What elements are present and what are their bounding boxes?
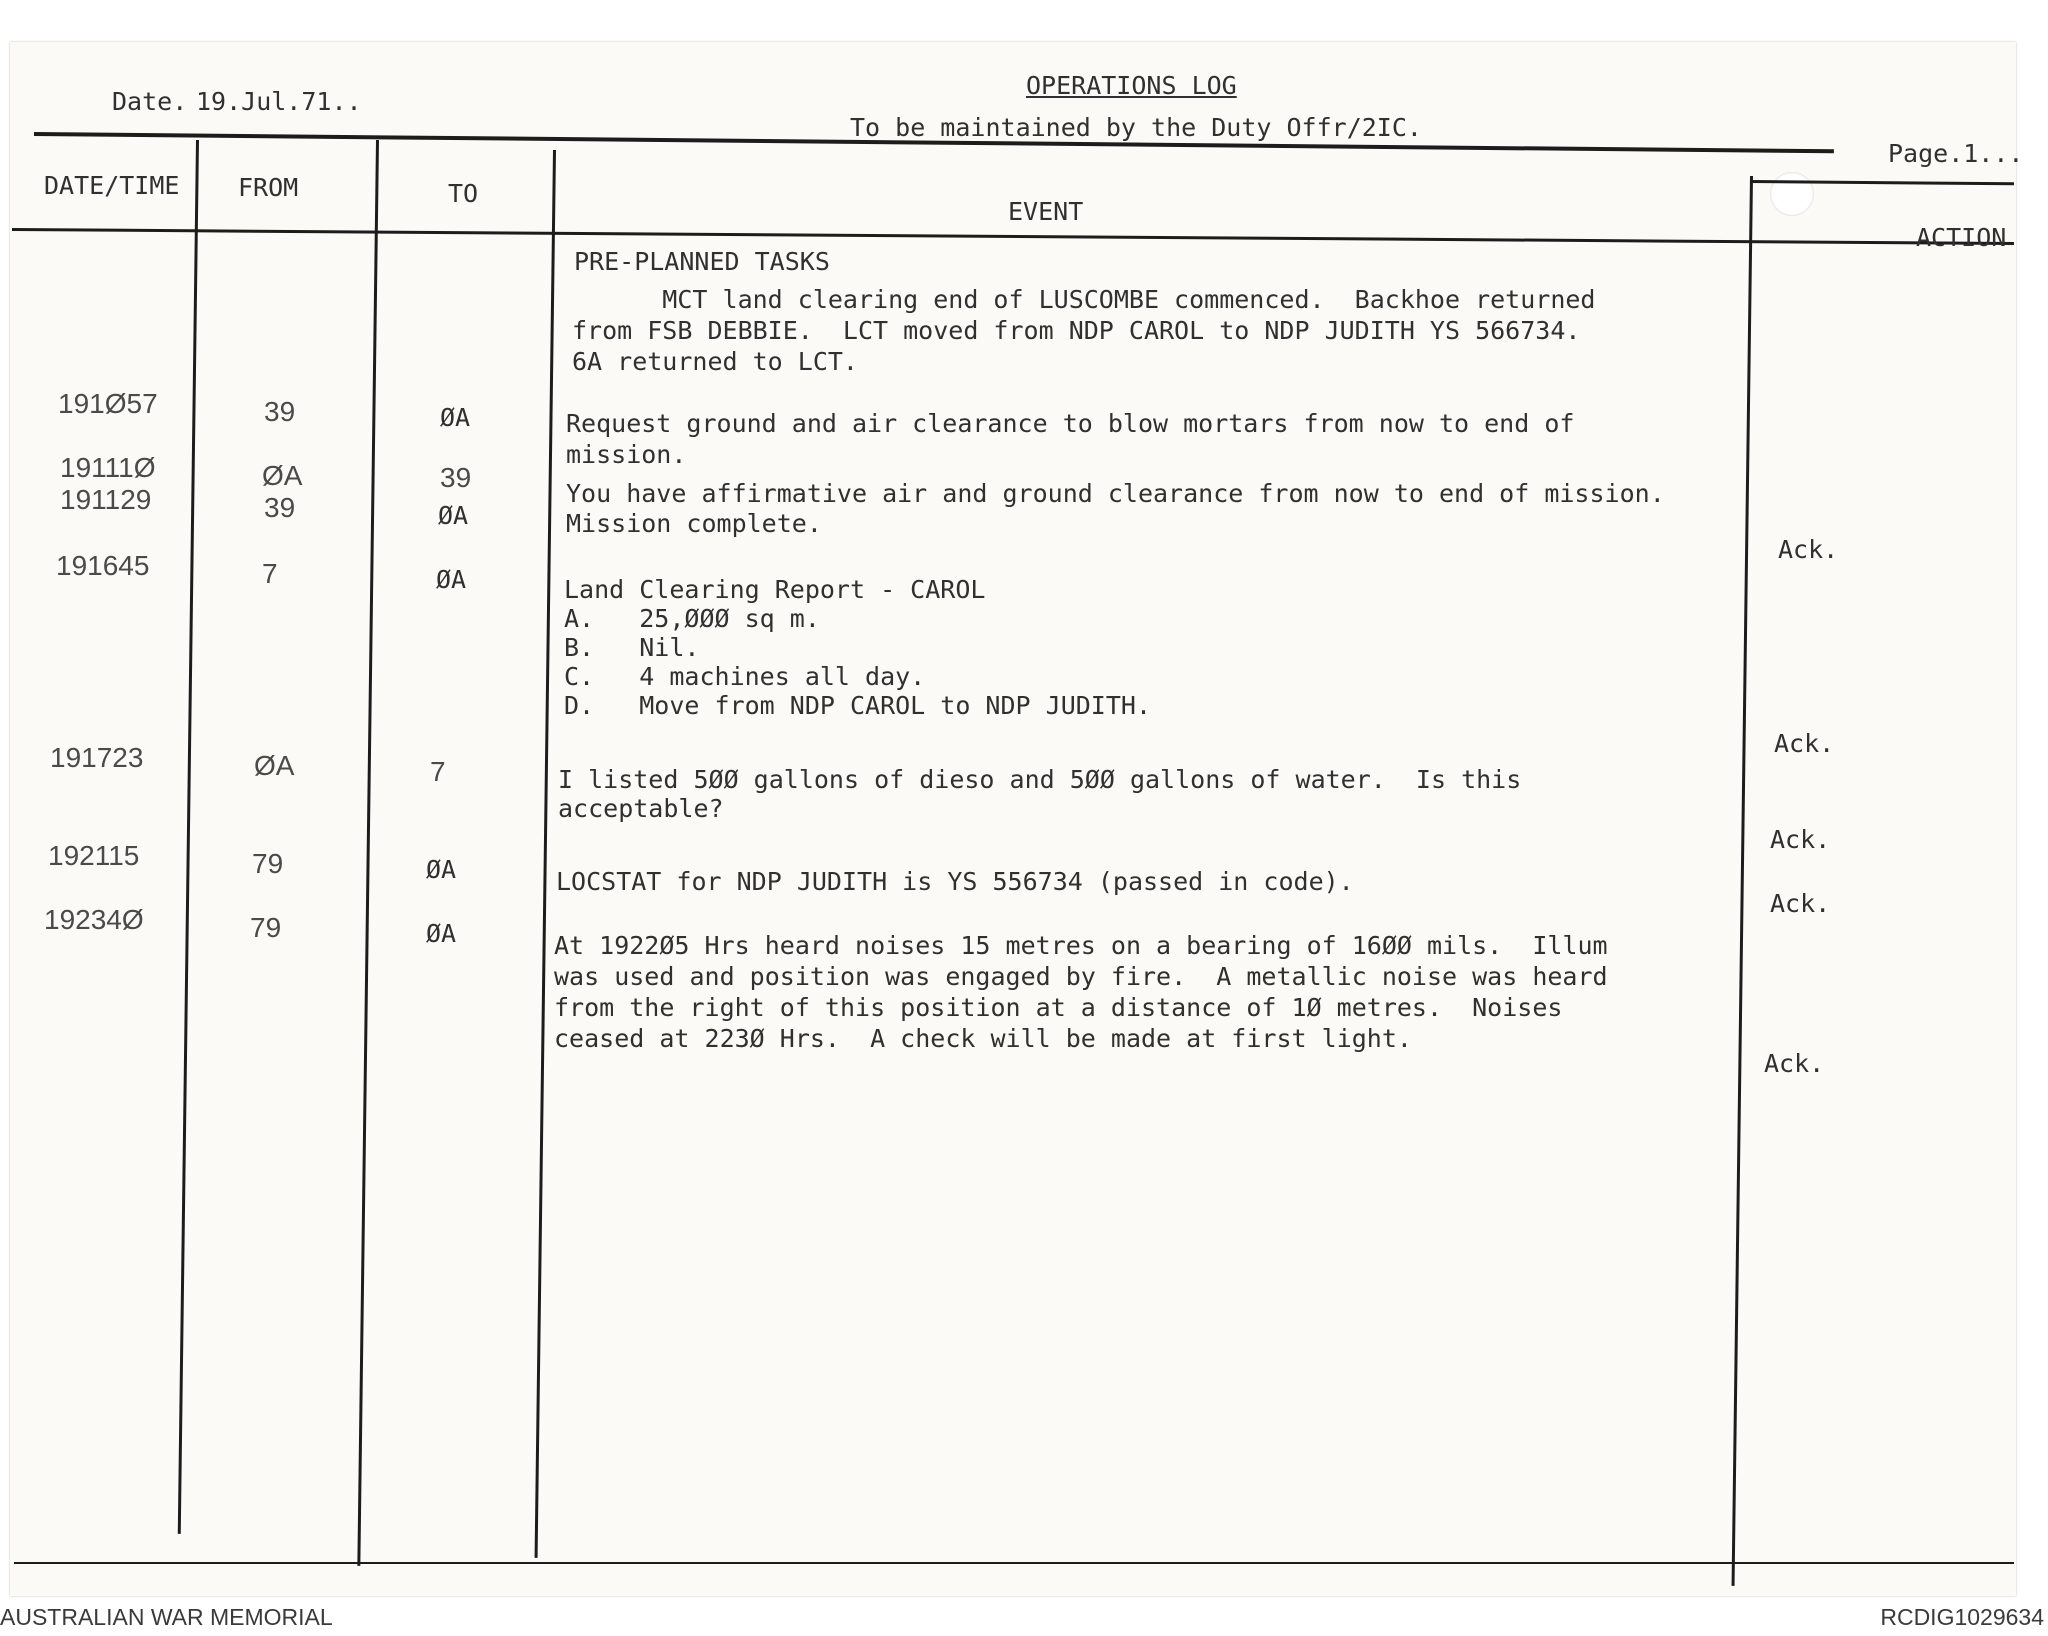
document-sheet — [10, 42, 2016, 1596]
column-header-event: EVENT — [1008, 197, 1084, 226]
footer-credit: AUSTRALIAN WAR MEMORIAL — [0, 1604, 333, 1630]
entry-action: Ack. — [1778, 535, 1839, 564]
entry-from: 79 — [252, 848, 284, 879]
entry-from: ØA — [262, 460, 303, 491]
entry-event-line: from the right of this position at a distance of 1Ø metres. Noises — [554, 993, 1563, 1022]
column-header-from: FROM — [238, 173, 299, 202]
entry-to: ØA — [426, 855, 457, 884]
column-header-to: TO — [448, 179, 479, 208]
entry-from: 79 — [250, 912, 282, 943]
entry-event-line: was used and position was engaged by fire. A metallic noise was heard — [554, 962, 1608, 991]
entry-event-line: ceased at 223Ø Hrs. A check will be made at first light. — [554, 1024, 1412, 1053]
entry-time: 192115 — [48, 840, 140, 871]
entry-time: 191129 — [60, 484, 152, 515]
preplanned-line: 6A returned to LCT. — [572, 347, 858, 376]
entry-to: ØA — [426, 919, 457, 948]
document-title: OPERATIONS LOG — [1026, 71, 1237, 100]
entry-action: Ack. — [1770, 889, 1831, 918]
entry-event-line: B. Nil. — [564, 633, 700, 662]
entry-to: 39 — [440, 462, 472, 493]
preplanned-heading: PRE-PLANNED TASKS — [574, 247, 830, 276]
entry-time: 191645 — [56, 550, 150, 581]
entry-from: 39 — [264, 396, 296, 427]
entry-to: 7 — [430, 756, 446, 787]
page-number: Page.1... — [1888, 139, 2024, 168]
entry-action: Ack. — [1764, 1049, 1825, 1078]
entry-event-line: Mission complete. — [566, 509, 822, 538]
entry-to: ØA — [436, 565, 467, 594]
entry-from: 39 — [264, 492, 296, 523]
punch-hole — [1770, 172, 1814, 216]
entry-time: 191Ø57 — [58, 388, 158, 419]
entry-time: 19111Ø — [60, 452, 156, 483]
entry-to: ØA — [440, 403, 471, 432]
column-header-action: ACTION — [1916, 223, 2007, 252]
entry-action: Ack. — [1770, 825, 1831, 854]
entry-event-line: mission. — [566, 440, 687, 469]
date-value: 19.Jul.71.. — [196, 87, 362, 116]
preplanned-line: MCT land clearing end of LUSCOMBE commenced. Backhoe returned — [572, 285, 1596, 314]
entry-event-line: acceptable? — [558, 794, 724, 823]
date-label: Date. — [112, 87, 188, 116]
entry-event-line: C. 4 machines all day. — [564, 662, 926, 691]
document-subtitle: To be maintained by the Duty Offr/2IC. — [850, 113, 1422, 142]
entry-event-line: Request ground and air clearance to blow mortars from now to end of — [566, 409, 1575, 438]
entry-from: 7 — [262, 558, 278, 589]
column-header-datetime: DATE/TIME — [44, 171, 180, 200]
preplanned-line: from FSB DEBBIE. LCT moved from NDP CAROL to NDP JUDITH YS 566734. — [572, 316, 1581, 345]
entry-time: 191723 — [50, 742, 144, 773]
bottom-rule — [14, 1562, 2014, 1564]
entry-to: ØA — [438, 501, 469, 530]
entry-event-line: I listed 5ØØ gallons of dieso and 5ØØ gallons of water. Is this — [558, 765, 1522, 794]
entry-from: ØA — [254, 750, 295, 781]
entry-event-line: D. Move from NDP CAROL to NDP JUDITH. — [564, 691, 1151, 720]
entry-event-line: You have affirmative air and ground clearance from now to end of mission. — [566, 479, 1665, 508]
entry-event-line: A. 25,ØØØ sq m. — [564, 604, 820, 633]
entry-action: Ack. — [1774, 729, 1835, 758]
entry-time: 19234Ø — [44, 904, 144, 935]
entry-event-line: Land Clearing Report - CAROL — [564, 575, 986, 604]
entry-event-line: At 1922Ø5 Hrs heard noises 15 metres on a bearing of 16ØØ mils. Illum — [554, 931, 1608, 960]
entry-event-line: LOCSTAT for NDP JUDITH is YS 556734 (passed in code). — [556, 867, 1354, 896]
footer-record-id: RCDIG1029634 — [1880, 1604, 2044, 1630]
